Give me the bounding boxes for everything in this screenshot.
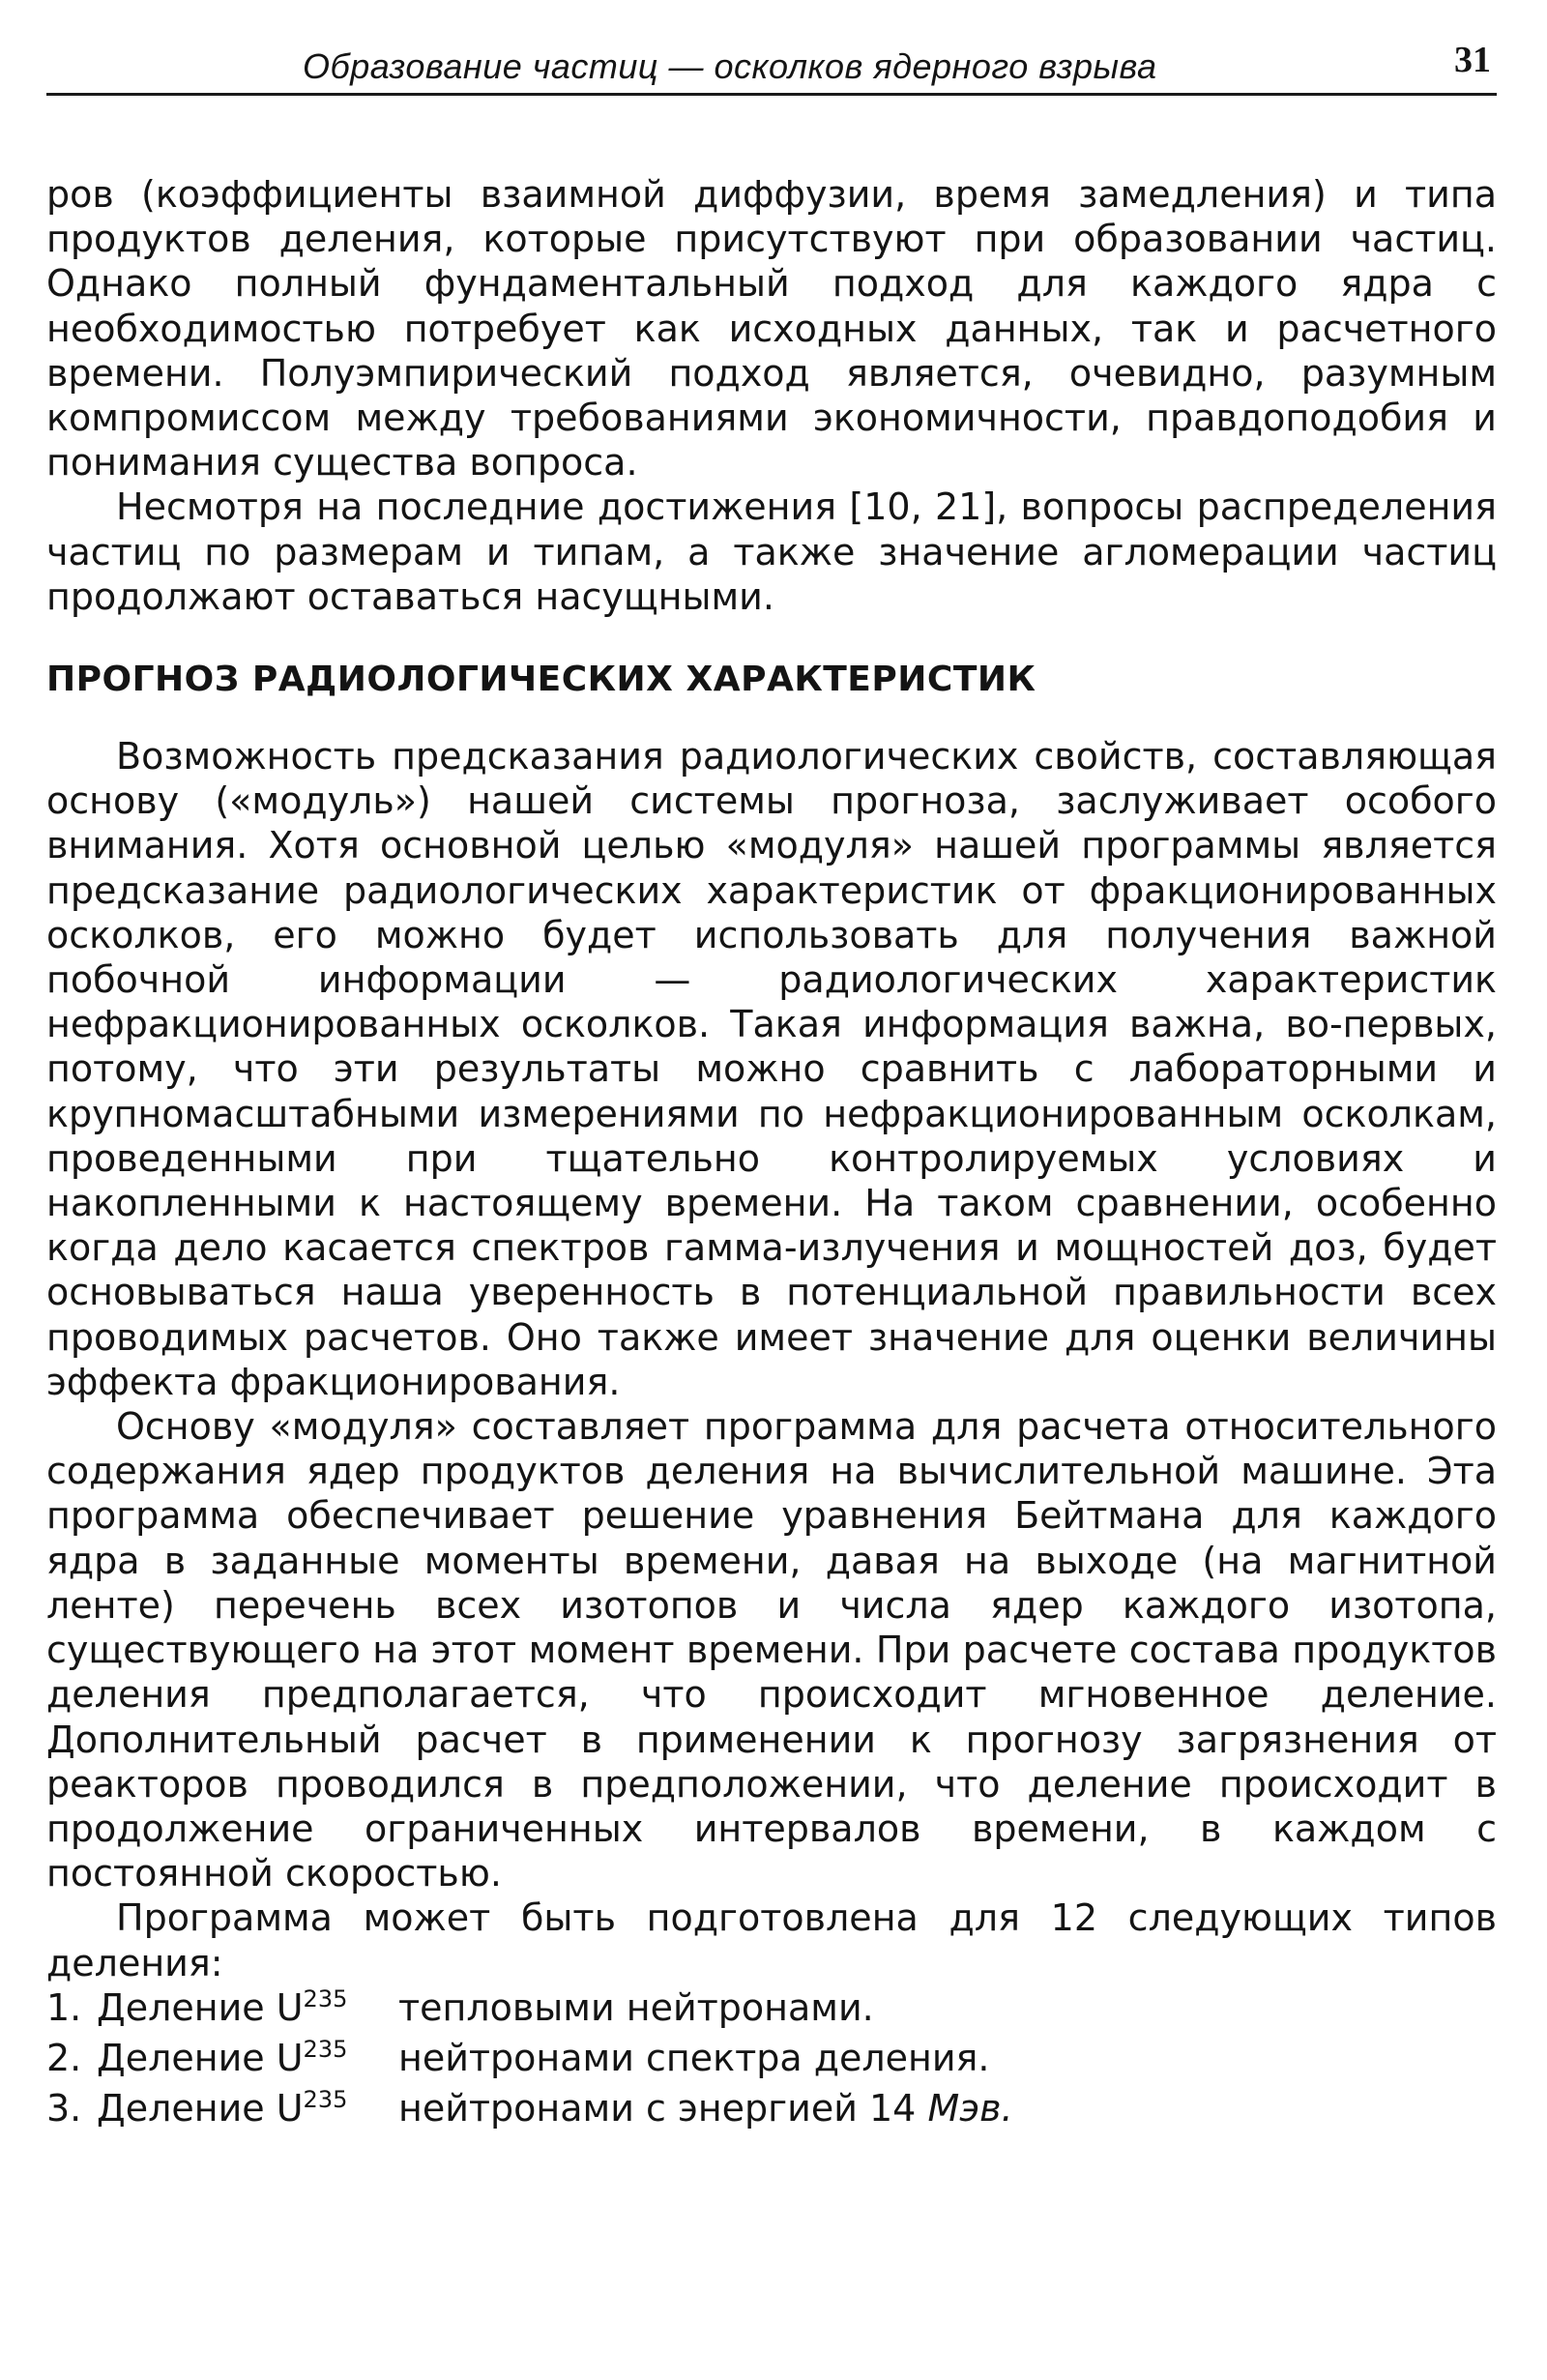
list-item: [46, 1985, 1497, 2036]
paragraph-fission-types: Программа может быть подготовлена для 12 следующих типов деления:: [46, 1896, 1497, 1984]
mass-number: 235: [303, 1984, 348, 2013]
paragraph-continued: ров (коэффициенты взаимной диффузии, время замедления) и типа продуктов деления, которые присутствуют при образовании частиц. Однако полный фундаментальный подход для каждого ядра с необходимостью потребует как исходных данных, так и расчетного времени. Полуэмпирический подход является, очевидно, разумным компромиссом между требованиями экономичности, правдоподобия и понимания существа вопроса.: [46, 173, 1497, 485]
section-heading: ПРОГНОЗ РАДИОЛОГИЧЕСКИХ ХАРАКТЕРИСТИК: [46, 660, 1036, 700]
list-item-isotope: Деление $U^{235}$: [97, 2085, 348, 2130]
paragraph-recent-progress: Несмотря на последние достижения [10, 21], вопросы распределения частиц по размерам и типам, а также значение агломерации частиц продолжают оставаться насущными.: [46, 485, 1497, 618]
list-item-number: 3.: [46, 2086, 82, 2130]
paragraph-prediction-module: Возможность предсказания радиологических свойств, составляющая основу («модуль») нашей системы прогноза, заслуживает особого внимания. Хотя основной целью «модуля» нашей программы является предсказание радиологических характеристик от фракционированных осколков, его можно будет использовать для получения важной побочной информации — радиологических характеристик нефракционированных осколков. Такая информация важна, во-первых, потому, что эти результаты можно сравнить с лабораторными и крупномасштабными измерениями по нефракционированным осколкам, проведенными при тщательно контролируемых условиях и накопленными к настоящему времени. На таком сравнении, особенно когда дело касается спектров гамма-излучения и мощностей доз, будет основываться наша уверенность в потенциальной правильности всех проводимых расчетов. Оно также имеет значение для оценки величины эффекта фракционирования.: [46, 735, 1497, 1403]
mass-number: 235: [303, 2085, 348, 2113]
running-head: [46, 19, 1497, 96]
list-item-description: тепловыми нейтронами.: [398, 1985, 874, 2029]
list-item: [46, 2036, 1497, 2086]
list-item-description: нейтронами с энергией 14 Мэв.: [398, 2086, 1013, 2130]
body-text: [46, 172, 1497, 2136]
list-item-description: нейтронами спектра деления.: [398, 2036, 990, 2079]
list-item: [46, 2086, 1497, 2136]
list-item-isotope: Деление $U^{235}$: [97, 2035, 348, 2079]
book-page: [46, 19, 1497, 2360]
paragraph-module-program: Основу «модуля» составляет программа для расчета относительного содержания ядер продуктов деления на вычислительной машине. Эта программа обеспечивает решение уравнения Бейтмана для каждого ядра в заданные моменты времени, давая на выходе (на магнитной ленте) перечень всех изотопов и числа ядер каждого изотопа, существующего на этот момент времени. При расчете состава продуктов деления предполагается, что происходит мгновенное деление. Дополнительный расчет в применении к прогнозу загрязнения от реакторов проводился в предположении, что деление происходит в продолжение ограниченных интервалов времени, в каждом с постоянной скоростью.: [46, 1405, 1497, 1895]
list-item-number: 1.: [46, 1985, 82, 2029]
fission-types-list: [46, 1985, 1497, 2136]
energy-unit: Мэв.: [927, 2086, 1013, 2130]
mass-number: 235: [303, 2035, 348, 2063]
running-title: Образование частиц — осколков ядерного взрыва: [303, 46, 1157, 86]
page-number: 31: [1454, 40, 1491, 80]
list-item-isotope: Деление $U^{235}$: [97, 1984, 348, 2029]
list-item-number: 2.: [46, 2036, 82, 2079]
